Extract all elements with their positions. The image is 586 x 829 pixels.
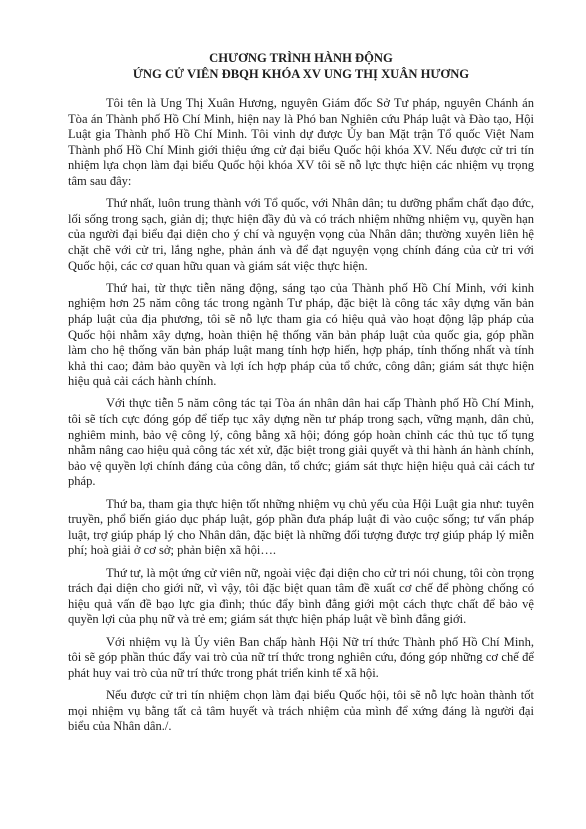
paragraph-judicial-experience: Với thực tiễn 5 năm công tác tại Tòa án nhân dân hai cấp Thành phố Hồ Chí Minh, tôi sẽ tích cực đóng góp để tiếp tục xây dựng nền tư pháp trong sạch, vững mạnh, dân chủ, nghiêm minh, bảo vệ công lý, công bằng xã hội; đóng góp hoàn chỉnh các thủ tục tố tụng nhằm nâng cao hiệu quả công tác xét xử, đặc biệt trong giải quyết và thi hành án hành chính, bảo vệ quyền lợi chính đáng của công dân, tổ chức; giám sát thực hiện hiệu quả cải cách tư pháp. [68, 396, 534, 489]
paragraph-closing: Nếu được cử tri tín nhiệm chọn làm đại biểu Quốc hội, tôi sẽ nỗ lực hoàn thành tốt mọi nhiệm vụ bằng tất cả tâm huyết và trách nhiệm của mình để xứng đáng là người đại biểu của Nhân dân./. [68, 687, 534, 734]
paragraph-fourth-commitment: Thứ tư, là một ứng cử viên nữ, ngoài việc đại diện cho cử tri nói chung, tôi còn trọng trách đại diện cho giới nữ, vì vậy, tôi đặc biệt quan tâm đề xuất cơ chế để phòng chống có hiệu quả vấn đề bạo lực gia đình; thúc đẩy bình đẳng giới một cách thực chất để bảo vệ quyền lợi của phụ nữ và trẻ em; giám sát thực hiện pháp luật về bình đẳng giới. [68, 565, 534, 627]
document-title: CHƯƠNG TRÌNH HÀNH ĐỘNG [209, 51, 393, 65]
paragraph-first-commitment: Thứ nhất, luôn trung thành với Tổ quốc, với Nhân dân; tu dưỡng phẩm chất đạo đức, lối sống trong sạch, giản dị; thực hiện đầy đủ và có trách nhiệm những nhiệm vụ, quyền hạn của người đại biểu đại diện cho ý chí và nguyện vọng của Nhân dân; thường xuyên liên hệ chặt chẽ với cử tri, lắng nghe, phản ánh và để đạt nguyện vọng chính đáng của cử tri với Quốc hội, các cơ quan hữu quan và giám sát việc thực hiện. [68, 196, 534, 273]
paragraph-second-commitment: Thứ hai, từ thực tiễn năng động, sáng tạo của Thành phố Hồ Chí Minh, với kinh nghiệm hơn 25 năm công tác trong ngành Tư pháp, đặc biệt là công tác xây dựng văn bản pháp luật của địa phương, tôi sẽ nỗ lực tham gia có hiệu quả vào hoạt động lập pháp của Quốc hội nhằm xây dựng, hoàn thiện hệ thống văn bản pháp luật của quốc gia, góp phần làm cho hệ thống văn bản pháp luật mang tính hợp hiến, hợp pháp, tính thống nhất và tính khả thi cao; đảm bảo quyền và lợi ích hợp pháp của tổ chức, công dân; giám sát thực hiện hiệu quả cải cách hành chính. [68, 280, 534, 389]
document-subtitle: ỨNG CỬ VIÊN ĐBQH KHÓA XV UNG THỊ XUÂN HƯƠNG [132, 67, 470, 81]
paragraph-women-intellectuals: Với nhiệm vụ là Ủy viên Ban chấp hành Hội Nữ trí thức Thành phố Hồ Chí Minh, tôi sẽ góp phần thúc đẩy vai trò của nữ trí thức trong nghiên cứu, đóng góp những cơ chế để phát huy vai trò của nữ trí thức trong phát triển kinh tế xã hội. [68, 634, 534, 680]
paragraph-third-commitment: Thứ ba, tham gia thực hiện tốt những nhiệm vụ chủ yếu của Hội Luật gia như: tuyên truyền, phổ biến giáo dục pháp luật, góp phần đưa pháp luật đi vào cuộc sống; tư vấn pháp luật, trợ giúp pháp lý cho Nhân dân, đặc biệt là những đối tượng được trợ giúp pháp lý miễn phí; hoà giải ở cơ sở; phản biện xã hội…. [68, 496, 534, 558]
paragraph-introduction: Tôi tên là Ung Thị Xuân Hương, nguyên Giám đốc Sở Tư pháp, nguyên Chánh án Tòa án Thành phố Hồ Chí Minh, hiện nay là Phó ban Nghiên cứu Pháp luật và Đào tạo, Hội Luật gia Thành phố Hồ Chí Minh. Tôi vinh dự được Ủy ban Mặt trận Tổ quốc Việt Nam Thành phố Hồ Chí Minh giới thiệu ứng cử đại biểu Quốc hội khóa XV. Nếu được cử tri tín nhiệm lựa chọn làm đại biểu Quốc hội khóa XV tôi sẽ nỗ lực thực hiện các nhiệm vụ trọng tâm sau đây: [68, 96, 534, 188]
